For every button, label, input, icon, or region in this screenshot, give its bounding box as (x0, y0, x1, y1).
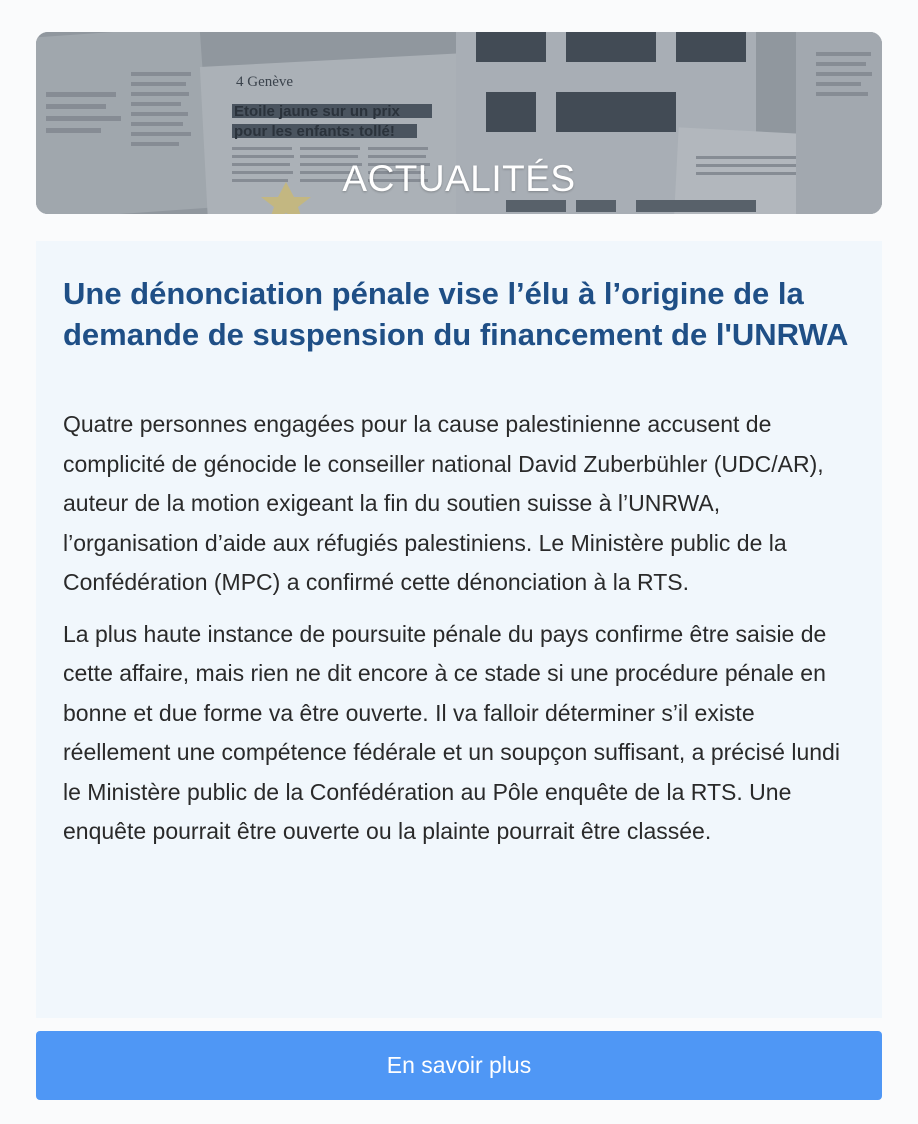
article-headline: Une dénonciation pénale vise l’élu à l’origine de la demande de suspension du financement de l'UNRWA (63, 276, 849, 352)
newspaper-section-label: 4 Genève (236, 74, 294, 90)
section-title: ACTUALITÉS (342, 158, 576, 199)
article-paragraph-2: La plus haute instance de poursuite pénale du pays confirme être saisie de cette affaire, mais rien ne dit encore à ce stade si une procédure pénale en bonne et due forme va être ouverte. Il va falloir déterminer s’il existe réellement une compétence fédérale et un soupçon suffisant, a précisé lundi le Ministère public de la Confédération au Pôle enquête de la RTS. Une enquête pourrait être ouverte ou la plainte pourrait être classée. (63, 620, 840, 844)
newspaper-headline-line2: pour les enfants: tollé! (234, 123, 395, 140)
news-banner (36, 32, 882, 214)
read-more-button[interactable]: En savoir plus (36, 1031, 882, 1100)
article-paragraph-1: Quatre personnes engagées pour la cause palestinienne accusent de complicité de génocide le conseiller national David Zuberbühler (UDC/AR), auteur de la motion exigeant la fin du soutien suisse à l’UNRWA, l’organisation d’aide aux réfugiés palestiniens. Le Ministère public de la Confédération (MPC) a confirmé cette dénonciation à la RTS. (63, 411, 824, 595)
article-card (36, 241, 882, 1018)
newspaper-headline-line1: Etoile jaune sur un prix (234, 103, 400, 120)
